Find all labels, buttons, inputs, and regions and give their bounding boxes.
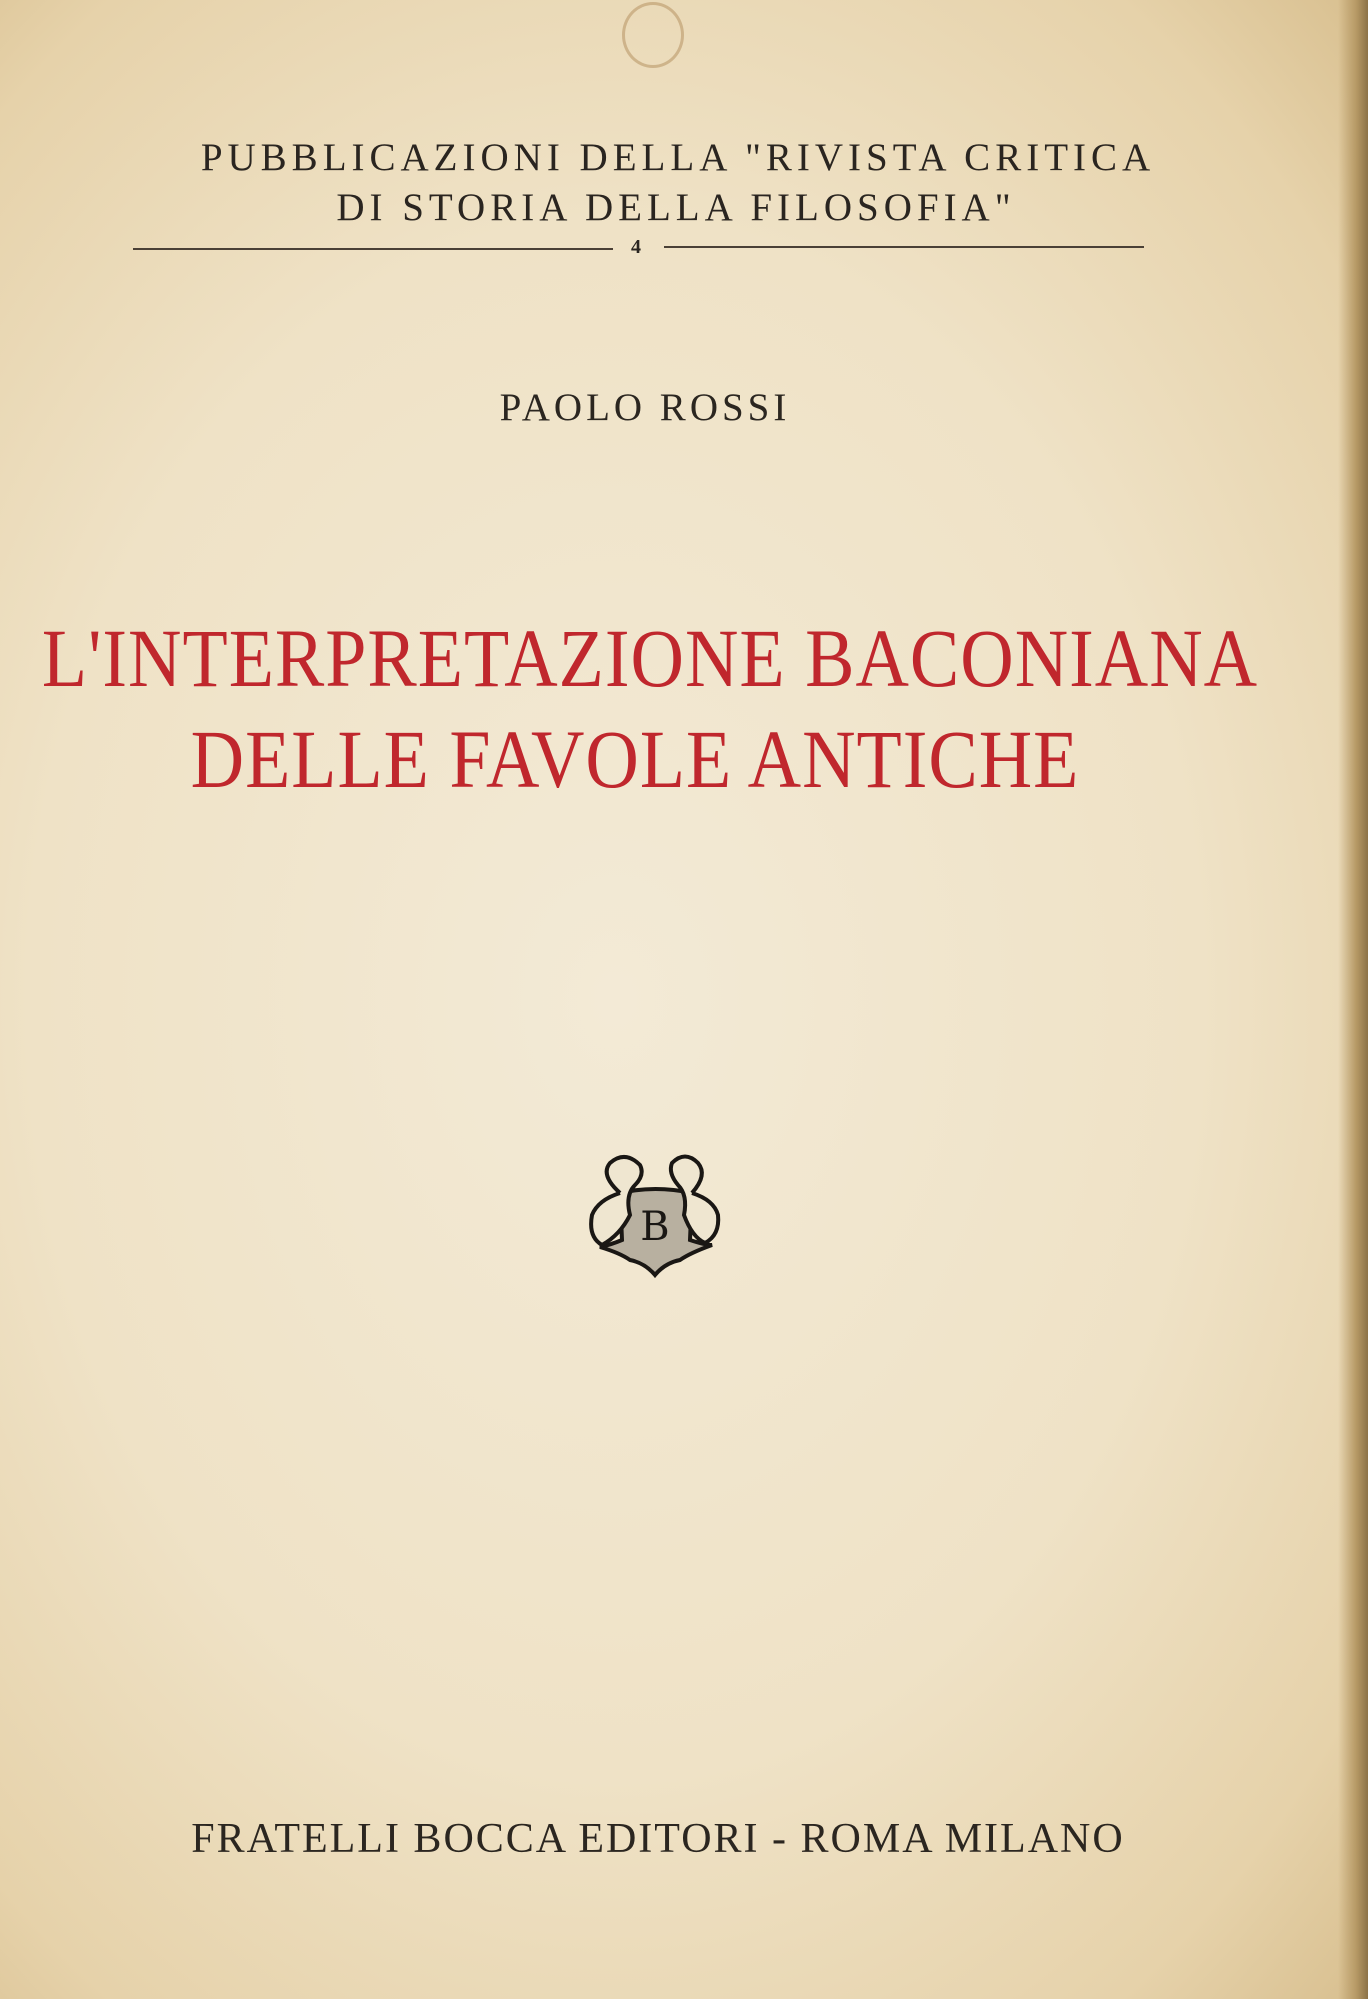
publisher-emblem-icon bbox=[580, 1145, 730, 1280]
series-number: 4 bbox=[631, 236, 641, 258]
divider-right bbox=[664, 246, 1144, 248]
paper-stain bbox=[622, 2, 684, 68]
book-title-line1: L'INTERPRETAZIONE BACONIANA bbox=[41, 613, 1259, 705]
series-title-line2: DI STORIA DELLA FILOSOFIA" bbox=[336, 186, 1016, 229]
divider-left bbox=[133, 248, 613, 250]
book-title-line2: DELLE FAVOLE ANTICHE bbox=[190, 714, 1080, 806]
svg-text:B: B bbox=[640, 1204, 670, 1250]
page-edge-shadow bbox=[1338, 0, 1368, 1999]
series-title-line1: PUBBLICAZIONI DELLA "RIVISTA CRITICA bbox=[200, 136, 1156, 179]
publisher-imprint: FRATELLI BOCCA EDITORI - ROMA MILANO bbox=[191, 1816, 1125, 1862]
author-name: PAOLO ROSSI bbox=[499, 386, 791, 429]
